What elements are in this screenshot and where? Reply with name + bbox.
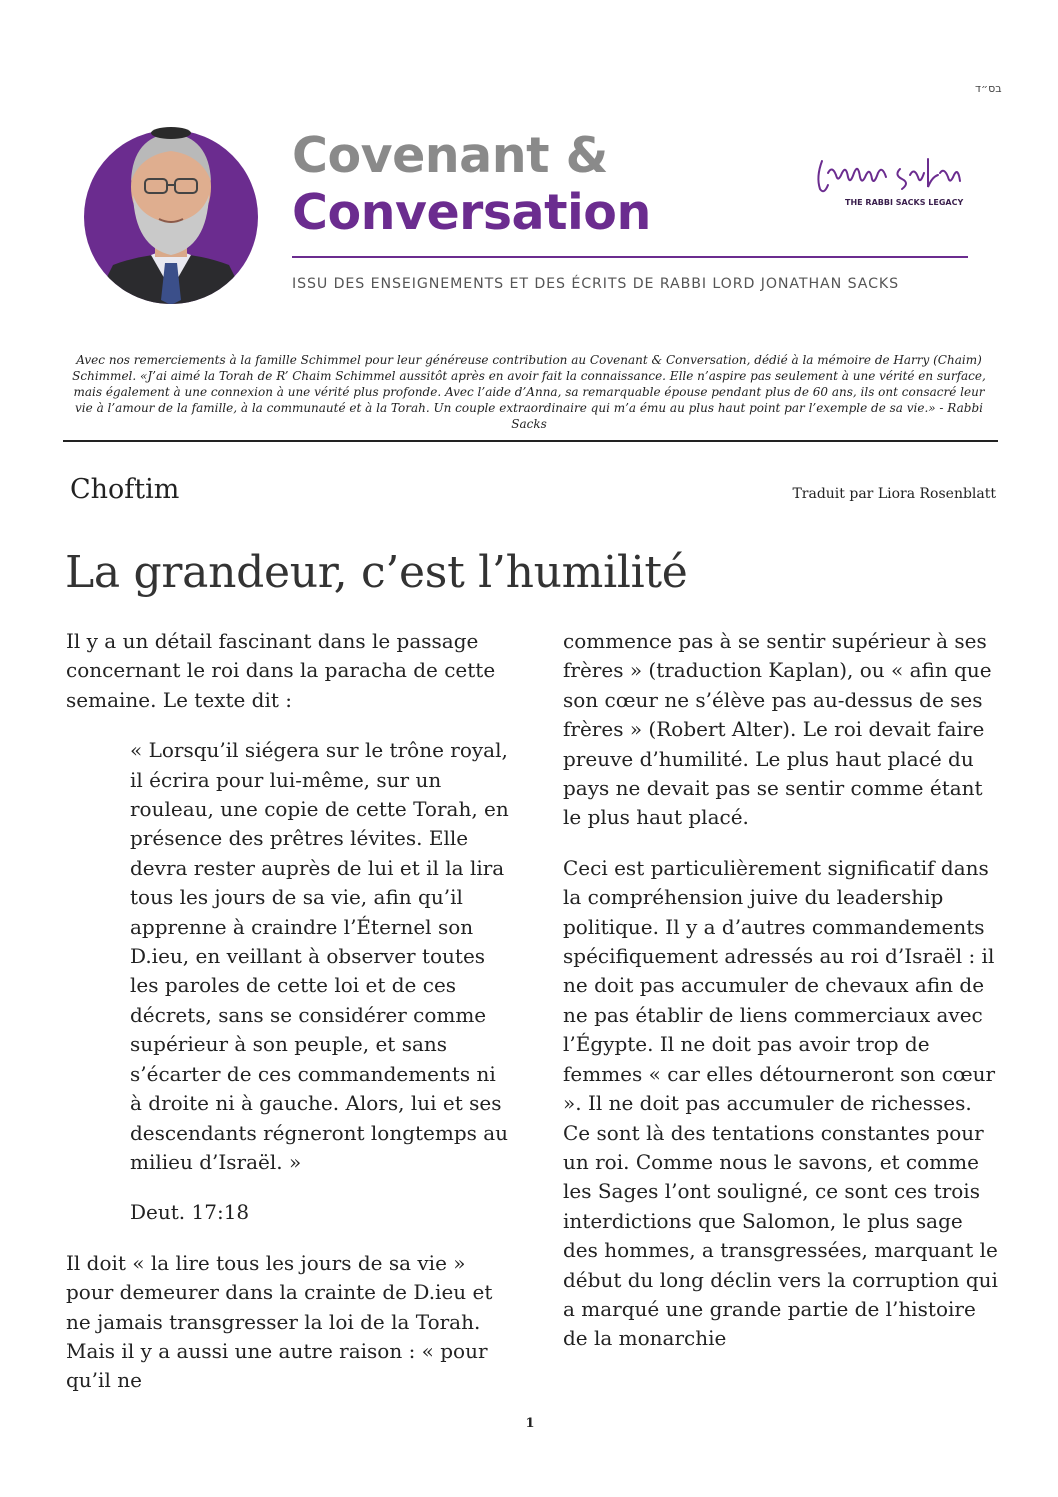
- title-divider: [292, 256, 968, 258]
- publication-title-line-1: Covenant &: [292, 127, 608, 184]
- publication-title-line-2: Conversation: [292, 184, 651, 241]
- paragraph-continuation: Il doit « la lire tous les jours de sa vie » pour demeurer dans la crainte de D.ieu et ne jamais transgresser la loi de la Torah. Mais il y a aussi une autre raison : « pour qu’il ne: [66, 1250, 493, 1393]
- left-column: [66, 627, 509, 1396]
- legacy-label: THE RABBI SACKS LEGACY: [845, 198, 964, 207]
- bsd-mark: בס״ד: [975, 82, 1002, 95]
- dedication-text: Avec nos remerciements à la famille Schimmel pour leur généreuse contribution au Covenant & Conversation, dédié à la mémoire de Harry (Chaim) Schimmel. «J’ai aimé la Torah de R’ Chaim Schimmel aussitôt après en avoir fait la connaissance. Elle n’aspire pas seulement à une vérité en surface, mais également à une connexion à une vérité plus profonde. Avec l’aide d’Anna, sa remarquable épouse pendant plus de 60 ans, ils ont consacré leur vie à l’amour de la famille, à la communauté et à la Torah. Un couple extraordinaire qui m’a ému au plus haut point par l’exemple de sa vie.» - Rabbi Sacks: [72, 353, 986, 431]
- torah-quote: « Lorsqu’il siégera sur le trône royal, il écrira pour lui-même, sur un rouleau, une copie de cette Torah, en présence des prêtres lévites. Elle devra rester auprès de lui et il la lira tous les jours de sa vie, afin qu’il apprenne à craindre l’Éternel son D.ieu, en veillant à observer toutes les paroles de cette loi et de ces décrets, sans se considérer comme supérieur à son peuple, et sans s’écarter de ces commandements ni à droite ni à gauche. Alors, lui et ses descendants régneront longtemps au milieu d’Israël. »: [130, 738, 509, 1174]
- page-number: 1: [525, 1416, 535, 1431]
- parasha-name: Choftim: [70, 474, 180, 505]
- right-column: [563, 627, 1003, 1354]
- header-divider: [63, 440, 998, 442]
- paragraph-leadership: Ceci est particulièrement significatif dans la compréhension juive du leadership politique. Il y a d’autres commandements spécifiquement adressés au roi d’Israël : il ne doit pas accumuler de chevaux afin de ne pas établir de liens commerciaux avec l’Égypte. Il ne doit pas avoir trop de femmes « car elles détourneront son cœur ». Il ne doit pas accumuler de richesses. Ce sont là des tentations constantes pour un roi. Comme nous le savons, et comme les Sages l’ont souligné, ce sont ces trois interdictions que Salomon, le plus sage des hommes, a transgressées, marquant le début du long déclin vers la corruption qui a marqué une grande partie de l’histoire de la monarchie: [563, 855, 998, 1351]
- paragraph-intro: Il y a un détail fascinant dans le passage concernant le roi dans la paracha de cette semaine. Le texte dit :: [66, 629, 496, 712]
- rabbi-portrait-image: [83, 115, 259, 305]
- paragraph-humility: commence pas à se sentir supérieur à ses frères » (traduction Kaplan), ou « afin que son cœur ne s’élève pas au-dessus de ses frères » (Robert Alter). Le roi devait faire preuve d’humilité. Le plus haut placé du pays ne devait pas se sentir comme étant le plus haut placé.: [563, 629, 992, 830]
- publication-subtitle: ISSU DES ENSEIGNEMENTS ET DES ÉCRITS DE RABBI LORD JONATHAN SACKS: [292, 276, 900, 292]
- translator-credit: Traduit par Liora Rosenblatt: [792, 486, 996, 502]
- jonathan-sacks-signature-logo: [812, 155, 968, 197]
- article-headline: La grandeur, c’est l’humilité: [65, 547, 688, 598]
- quote-reference: Deut. 17:18: [130, 1200, 250, 1225]
